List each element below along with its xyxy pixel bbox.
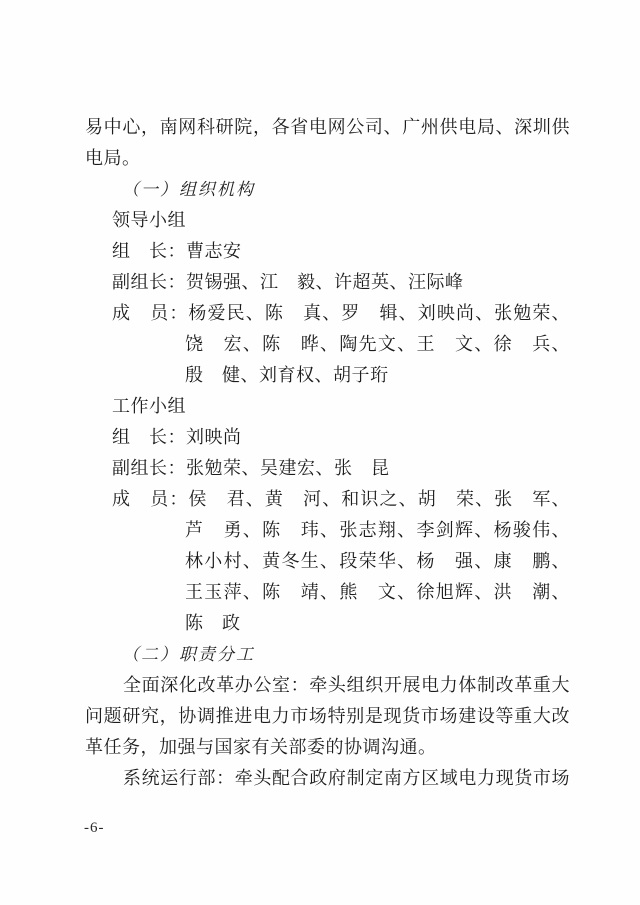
doc-line: 芦 勇、陈 玮、张志翔、李剑辉、杨骏伟、 (185, 520, 570, 540)
group-title: 领导小组 (112, 210, 186, 230)
page-body (85, 112, 570, 794)
doc-line: 问题研究，协调推进电力市场特别是现货市场建设等重大改 (85, 706, 570, 726)
doc-line: 革任务，加强与国家有关部委的协调沟通。 (85, 737, 437, 757)
doc-line: 副组长：贺锡强、江 毅、许超英、汪际峰 (112, 272, 464, 292)
doc-line: 全面深化改革办公室：牵头组织开展电力体制改革重大 (123, 675, 570, 695)
group-title: 工作小组 (112, 396, 186, 416)
doc-line: 成 员：杨爱民、陈 真、罗 辑、刘映尚、张勉荣、 (112, 303, 570, 323)
doc-line: 王玉萍、陈 靖、熊 文、徐旭辉、洪 潮、 (185, 582, 570, 602)
doc-line: 组 长：曹志安 (112, 241, 242, 261)
doc-line: 副组长：张勉荣、吴建宏、张 昆 (112, 458, 390, 478)
doc-line: 陈 政 (185, 613, 241, 633)
section-heading: （一）组织机构 (122, 180, 255, 199)
doc-line: 组 长：刘映尚 (112, 427, 242, 447)
doc-line: 成 员：侯 君、黄 河、和识之、胡 荣、张 军、 (112, 489, 570, 509)
doc-line: 系统运行部：牵头配合政府制定南方区域电力现货市场 (123, 768, 570, 788)
page-number: -6- (84, 820, 105, 836)
doc-line: 饶 宏、陈 晔、陶先文、王 文、徐 兵、 (185, 334, 570, 354)
section-heading: （二）职责分工 (122, 645, 255, 664)
doc-line: 电局。 (85, 148, 141, 168)
doc-line: 殷 健、刘育权、胡子珩 (185, 365, 389, 385)
doc-line: 林小村、黄冬生、段荣华、杨 强、康 鹏、 (185, 551, 570, 571)
doc-line: 易中心，南网科研院，各省电网公司、广州供电局、深圳供 (85, 117, 570, 137)
